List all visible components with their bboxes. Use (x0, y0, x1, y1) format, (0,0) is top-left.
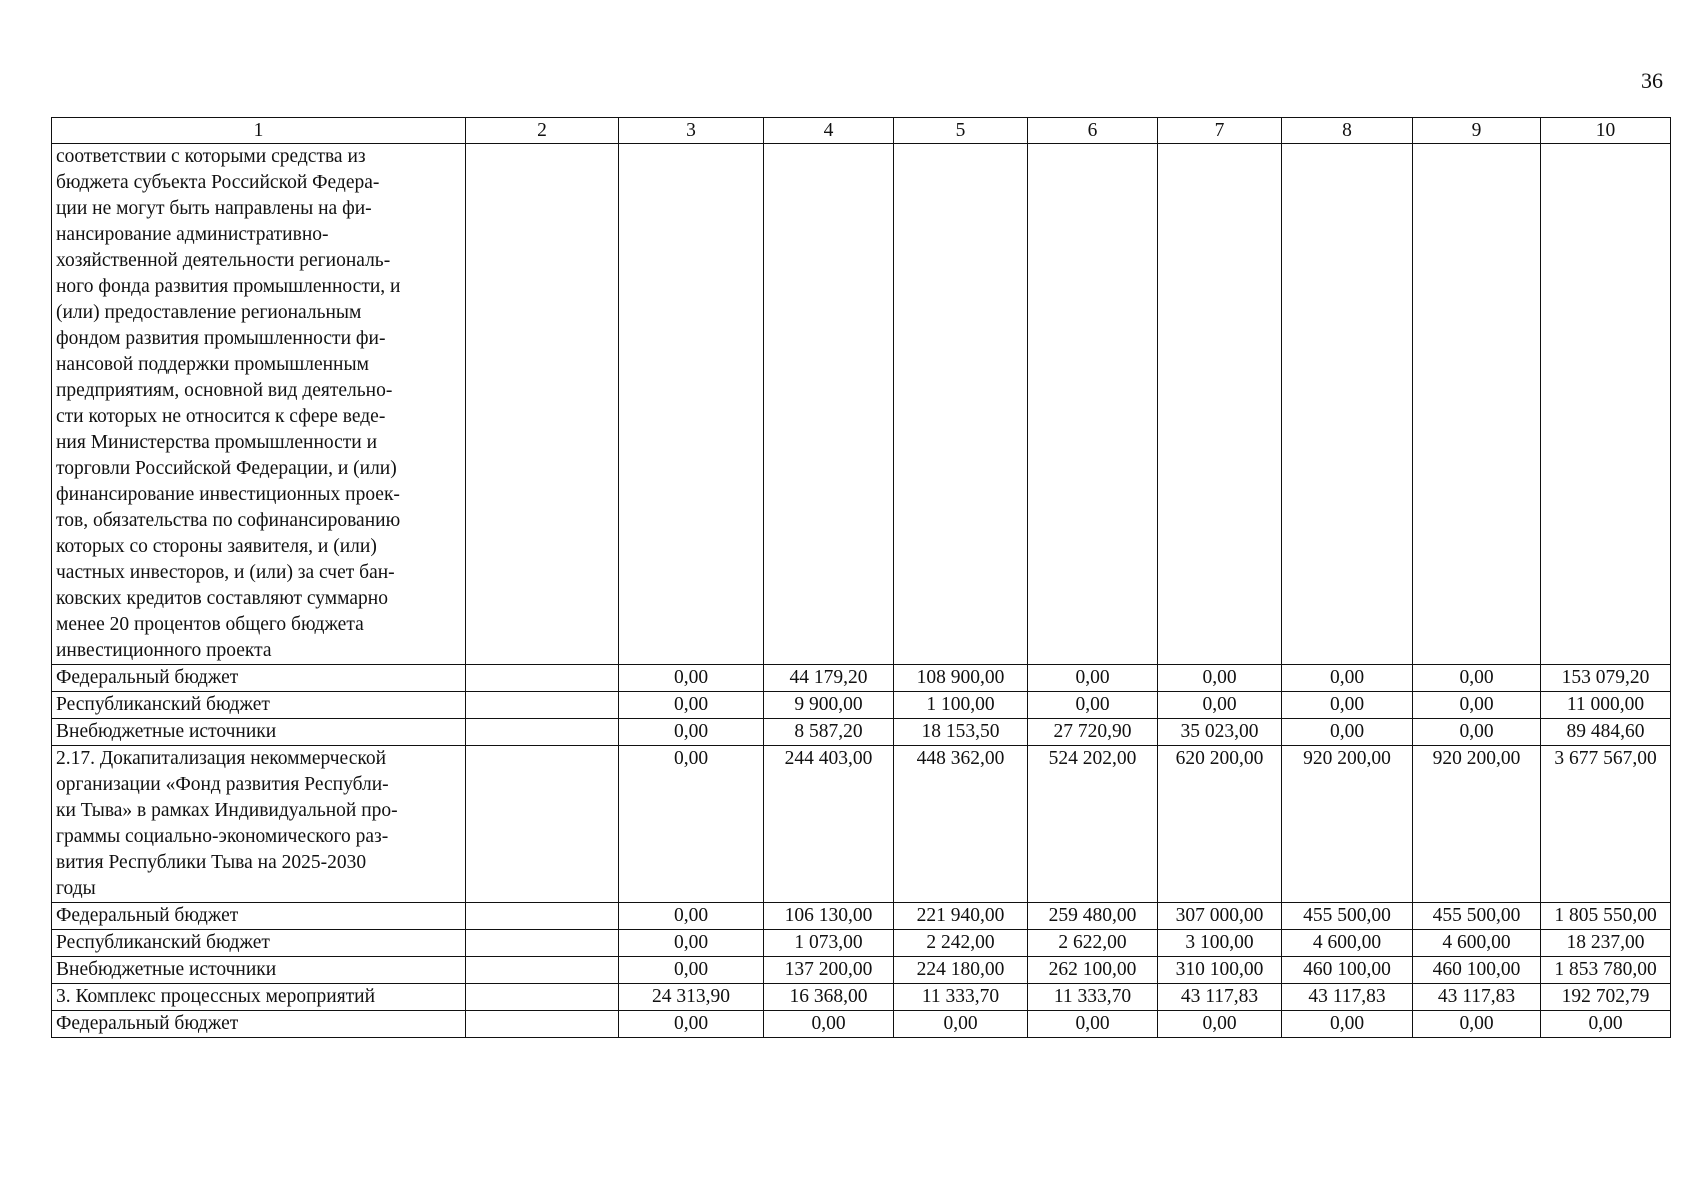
column-2-cell (466, 746, 619, 903)
value-cell: 43 117,83 (1158, 984, 1282, 1011)
value-cell: 244 403,00 (764, 746, 894, 903)
table-row (52, 746, 1671, 903)
column-2-cell (466, 930, 619, 957)
row-name-cell: Федеральный бюджет (52, 665, 466, 692)
row-name-cell: Республиканский бюджет (52, 930, 466, 957)
value-cell: 27 720,90 (1028, 719, 1158, 746)
value-cell: 0,00 (1413, 692, 1541, 719)
value-cell: 11 333,70 (1028, 984, 1158, 1011)
value-cell: 0,00 (619, 719, 764, 746)
value-cell: 24 313,90 (619, 984, 764, 1011)
value-cell: 9 900,00 (764, 692, 894, 719)
value-cell: 221 940,00 (894, 903, 1028, 930)
table-row (52, 144, 1671, 665)
value-cell: 0,00 (619, 903, 764, 930)
value-cell: 1 853 780,00 (1541, 957, 1671, 984)
column-2-cell (466, 903, 619, 930)
value-cell (894, 144, 1028, 665)
value-cell: 0,00 (1028, 1011, 1158, 1038)
value-cell: 1 073,00 (764, 930, 894, 957)
value-cell: 43 117,83 (1282, 984, 1413, 1011)
value-cell: 620 200,00 (1158, 746, 1282, 903)
column-2-cell (466, 719, 619, 746)
value-cell: 0,00 (1541, 1011, 1671, 1038)
value-cell: 0,00 (619, 1011, 764, 1038)
row-name-cell: Внебюджетные источники (52, 957, 466, 984)
budget-table (51, 117, 1671, 1038)
row-name-cell: 3. Комплекс процессных мероприятий (52, 984, 466, 1011)
value-cell: 2 242,00 (894, 930, 1028, 957)
value-cell: 0,00 (764, 1011, 894, 1038)
value-cell: 0,00 (1413, 719, 1541, 746)
value-cell: 448 362,00 (894, 746, 1028, 903)
column-header: 4 (764, 118, 894, 144)
value-cell: 920 200,00 (1413, 746, 1541, 903)
column-2-cell (466, 665, 619, 692)
value-cell (1028, 144, 1158, 665)
value-cell: 108 900,00 (894, 665, 1028, 692)
value-cell: 0,00 (1282, 692, 1413, 719)
value-cell: 0,00 (619, 957, 764, 984)
column-header: 10 (1541, 118, 1671, 144)
value-cell (1158, 144, 1282, 665)
value-cell: 524 202,00 (1028, 746, 1158, 903)
value-cell: 11 000,00 (1541, 692, 1671, 719)
column-header: 1 (52, 118, 466, 144)
value-cell: 224 180,00 (894, 957, 1028, 984)
column-header: 7 (1158, 118, 1282, 144)
value-cell: 153 079,20 (1541, 665, 1671, 692)
page-number: 36 (1641, 68, 1663, 93)
value-cell: 192 702,79 (1541, 984, 1671, 1011)
value-cell: 0,00 (1282, 665, 1413, 692)
row-name-cell: Федеральный бюджет (52, 1011, 466, 1038)
column-header: 6 (1028, 118, 1158, 144)
column-header: 5 (894, 118, 1028, 144)
table-row (52, 665, 1671, 692)
table-row (52, 984, 1671, 1011)
value-cell: 460 100,00 (1282, 957, 1413, 984)
value-cell: 460 100,00 (1413, 957, 1541, 984)
value-cell (1541, 144, 1671, 665)
column-header: 3 (619, 118, 764, 144)
value-cell: 18 237,00 (1541, 930, 1671, 957)
table-row (52, 1011, 1671, 1038)
value-cell: 1 805 550,00 (1541, 903, 1671, 930)
table-row (52, 692, 1671, 719)
table-row (52, 903, 1671, 930)
value-cell: 106 130,00 (764, 903, 894, 930)
value-cell: 0,00 (619, 692, 764, 719)
value-cell: 262 100,00 (1028, 957, 1158, 984)
row-name-cell: соответствии с которыми средства из бюджета субъекта Российской Федера- ции не могут быть направлены на фи- нансирование административно- хозяйственной деятельности региональ- ного фонда развития промышленности, и (или) предоставление региональным фондом развития промышленности фи- нансовой поддержки промышленным предприятиям, основной вид деятельно- сти которых не относится к сфере веде- ния Министерства промышленности и торговли Российской Федерации, и (или) финансирование инвестиционных проек- тов, обязательства по софинансированию которых со стороны заявителя, и (или) частных инвесторов, и (или) за счет бан- ковских кредитов составляют суммарно менее 20 процентов общего бюджета инвестиционного проекта (52, 144, 466, 665)
value-cell: 137 200,00 (764, 957, 894, 984)
row-name-cell: 2.17. Докапитализация некоммерческой организации «Фонд развития Республи- ки Тыва» в рамках Индивидуальной про- граммы социально-экономического раз- вития Республики Тыва на 2025-2030 годы (52, 746, 466, 903)
value-cell: 4 600,00 (1282, 930, 1413, 957)
value-cell: 3 100,00 (1158, 930, 1282, 957)
value-cell (619, 144, 764, 665)
value-cell: 0,00 (1282, 719, 1413, 746)
column-2-cell (466, 692, 619, 719)
value-cell: 307 000,00 (1158, 903, 1282, 930)
value-cell: 259 480,00 (1028, 903, 1158, 930)
value-cell: 0,00 (1028, 692, 1158, 719)
table-row (52, 930, 1671, 957)
value-cell: 0,00 (619, 930, 764, 957)
value-cell: 4 600,00 (1413, 930, 1541, 957)
value-cell (1413, 144, 1541, 665)
value-cell: 0,00 (1158, 665, 1282, 692)
value-cell: 0,00 (1413, 1011, 1541, 1038)
column-2-cell (466, 957, 619, 984)
row-name-cell: Республиканский бюджет (52, 692, 466, 719)
column-header: 2 (466, 118, 619, 144)
column-number-row (52, 118, 1671, 144)
value-cell: 0,00 (1158, 1011, 1282, 1038)
value-cell (1282, 144, 1413, 665)
column-2-cell (466, 144, 619, 665)
value-cell: 8 587,20 (764, 719, 894, 746)
value-cell: 35 023,00 (1158, 719, 1282, 746)
row-name-cell: Федеральный бюджет (52, 903, 466, 930)
value-cell: 1 100,00 (894, 692, 1028, 719)
value-cell: 43 117,83 (1413, 984, 1541, 1011)
value-cell: 0,00 (619, 665, 764, 692)
value-cell: 11 333,70 (894, 984, 1028, 1011)
column-header: 8 (1282, 118, 1413, 144)
value-cell: 2 622,00 (1028, 930, 1158, 957)
value-cell: 0,00 (894, 1011, 1028, 1038)
value-cell: 0,00 (1028, 665, 1158, 692)
value-cell: 16 368,00 (764, 984, 894, 1011)
value-cell: 0,00 (1158, 692, 1282, 719)
value-cell: 310 100,00 (1158, 957, 1282, 984)
value-cell: 920 200,00 (1282, 746, 1413, 903)
column-2-cell (466, 984, 619, 1011)
value-cell (764, 144, 894, 665)
value-cell: 455 500,00 (1282, 903, 1413, 930)
row-name-cell: Внебюджетные источники (52, 719, 466, 746)
column-2-cell (466, 1011, 619, 1038)
value-cell: 3 677 567,00 (1541, 746, 1671, 903)
value-cell: 89 484,60 (1541, 719, 1671, 746)
value-cell: 0,00 (1282, 1011, 1413, 1038)
column-header: 9 (1413, 118, 1541, 144)
value-cell: 0,00 (619, 746, 764, 903)
value-cell: 455 500,00 (1413, 903, 1541, 930)
value-cell: 0,00 (1413, 665, 1541, 692)
value-cell: 18 153,50 (894, 719, 1028, 746)
value-cell: 44 179,20 (764, 665, 894, 692)
table-row (52, 957, 1671, 984)
table-row (52, 719, 1671, 746)
